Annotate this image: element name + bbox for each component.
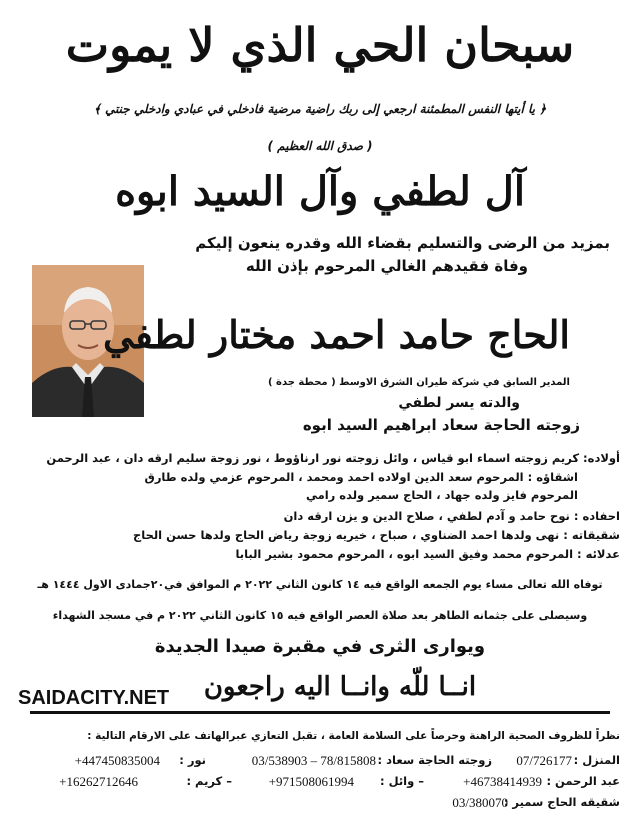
mother-name: والدته يسر لطفي: [398, 395, 520, 411]
label-abdulrahman: عبد الرحمن :: [546, 774, 620, 788]
relatives-brothers-2: المرحوم فايز ولده جهاد ، الحاج سمير ولده رامي: [305, 488, 578, 502]
funeral-prayer-line: وسيصلى على جثمانه الطاهر بعد صلاة العصر الواقع فيه ١٥ كانون الثاني ٢٠٢٢ م في مسجد الشهداء: [52, 609, 588, 622]
burial-line: ويوارى الثرى في مقبرة صيدا الجديدة: [154, 636, 486, 657]
contact-row-1: [20, 753, 620, 773]
quran-verse: ﴿ يا أيتها النفس المطمئنة ارجعي إلى ربك راضية مرضية فادخلي في عبادي وادخلي جنتي ﴾: [93, 102, 547, 116]
phone-abdulrahman[interactable]: +46738414939: [463, 774, 542, 789]
label-karim: – كريم :: [186, 774, 232, 788]
death-date-line: توفاه الله تعالى مساء يوم الجمعه الواقع فيه ١٤ كانون الثاني ٢٠٢٢ م الموافق في٢٠جمادى الاول ١٤٤٤ هـ: [37, 578, 603, 591]
phone-wael[interactable]: +971508061994: [268, 774, 354, 789]
phone-wife[interactable]: 03/538903 – 78/815808: [251, 753, 376, 768]
phone-karim[interactable]: +16262712646: [59, 774, 138, 789]
relatives-grandchildren: احفاده : نوح حامد و آدم لطفي ، صلاح الدين و يزن ارقه دان: [283, 509, 620, 523]
label-samir: شقيقه الحاج سمير :: [503, 795, 620, 809]
relatives-children: أولاده: كريم زوجته اسماء ابو قياس ، وائل زوجته نور ارناؤوط ، نور زوجة سليم ارقه دان ، عبد الرحمن: [46, 451, 620, 465]
relatives-in-laws: عدلائه : المرحوم محمد وفيق السيد ابوه ، المرحوم محمود بشير البابا: [235, 547, 620, 561]
divider-line: [30, 711, 610, 714]
relatives-brothers-1: اشقاؤه : المرحوم سعد الدين اولاده احمد ومحمد ، المرحوم عزمي ولده طارق: [144, 470, 578, 484]
wife-name: زوجته الحاجة سعاد ابراهيم السيد ابوه: [302, 416, 580, 434]
phone-home[interactable]: 07/726177: [516, 753, 572, 768]
closing-phrase: انــا للّه وانــا اليه راجعون: [203, 672, 477, 702]
contact-row-3: [20, 795, 620, 815]
site-watermark: SAIDACITY.NET: [18, 687, 170, 709]
intro-line-1: بمزيد من الرضى والتسليم بقضاء الله وقدره ينعون إليكم: [195, 234, 610, 252]
phone-samir[interactable]: 03/380070: [452, 795, 508, 810]
header-title: سبحان الحي الذي لا يموت: [65, 18, 575, 72]
relatives-sisters: شقيقاته : نهى ولدها احمد الضناوي ، صباح ، خيريه زوجة رياض الحاج ولدها حسن الحاج: [132, 528, 620, 542]
condolence-notice: نظراً للظروف الصحية الراهنة وحرصاً على السلامة العامة ، تقبل التعازي عبرالهاتف على الارقام التالية :: [87, 730, 620, 742]
deceased-role: المدير السابق في شركة طيران الشرق الاوسط ( محطة جدة ): [267, 377, 570, 388]
label-nour: نور :: [179, 753, 206, 767]
family-title: آل لطفي وآل السيد ابوه: [115, 168, 525, 215]
deceased-name: الحاج حامد احمد مختار لطفي: [103, 312, 570, 357]
phone-nour[interactable]: +447450835004: [74, 753, 160, 768]
contact-row-2: [20, 774, 620, 794]
label-home: المنزل :: [573, 753, 620, 767]
label-wife: زوجته الحاجة سعاد :: [377, 753, 492, 767]
intro-line-2: وفاة فقيدهم الغالي المرحوم بإذن الله: [245, 257, 528, 275]
label-wael: – وائل :: [379, 774, 424, 788]
verse-source: ( صدق الله العظيم ): [267, 139, 373, 153]
